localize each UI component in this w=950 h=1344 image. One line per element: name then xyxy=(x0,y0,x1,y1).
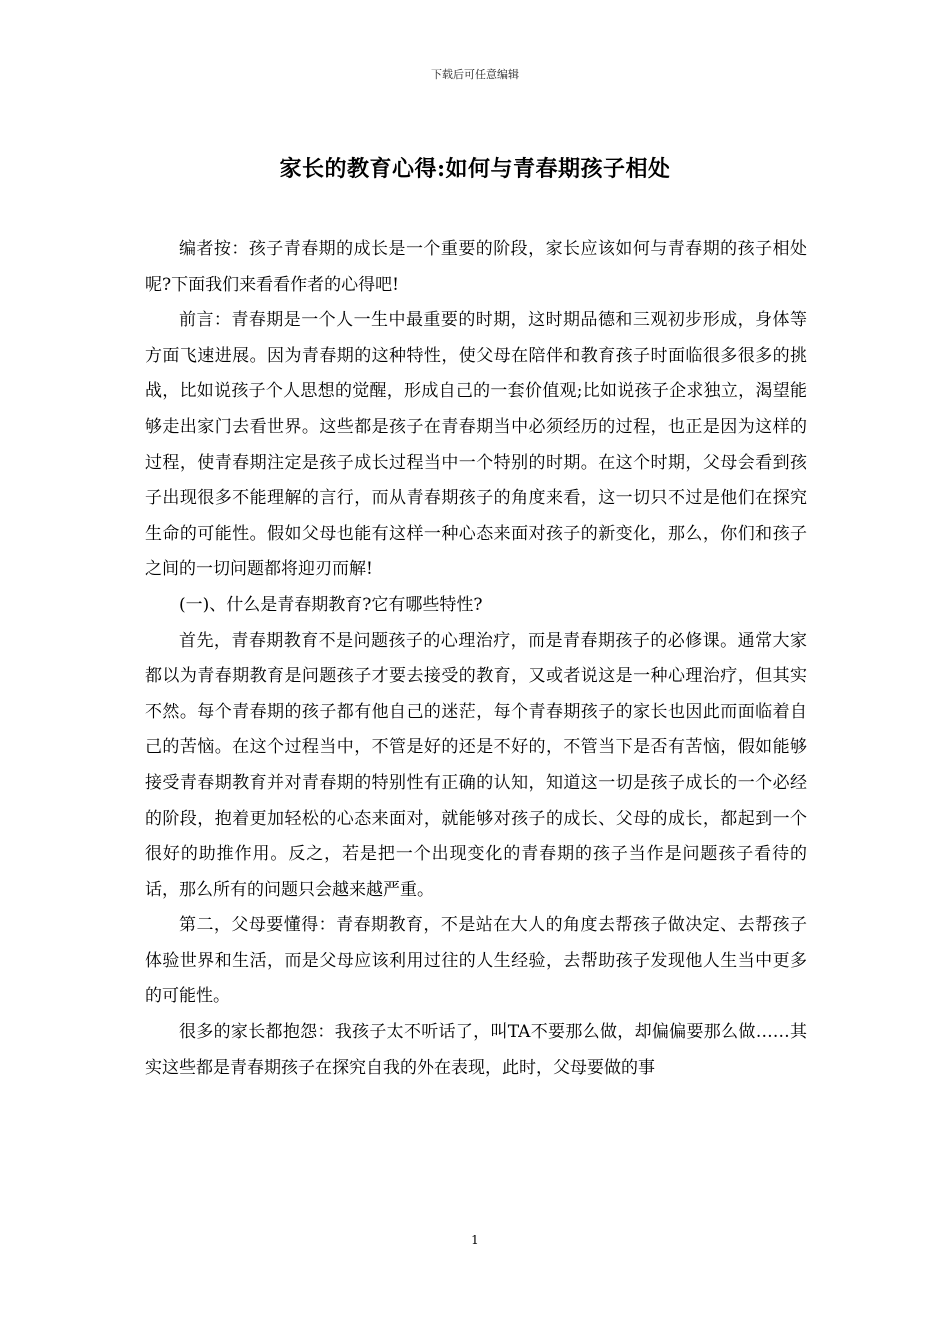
header-note: 下载后可任意编辑 xyxy=(431,68,519,81)
document-body xyxy=(145,232,807,1086)
section-heading-1: (一)、什么是青春期教育?它有哪些特性? xyxy=(179,594,483,615)
page-number: 1 xyxy=(471,1233,479,1247)
paragraph-parent-complaints: 很多的家长都抱怨：我孩子太不听话了，叫TA不要那么做，却偏偏要那么做……其实这些都是青春期孩子在探究自我的外在表现，此时，父母要做的事 xyxy=(145,1022,807,1078)
document-title: 家长的教育心得:如何与青春期孩子相处 xyxy=(279,156,671,182)
paragraph-preface: 前言：青春期是一个人一生中最重要的时期，这时期品德和三观初步形成，身体等方面飞速进展。因为青春期的这种特性，使父母在陪伴和教育孩子时面临很多很多的挑战，比如说孩子个人思想的觉醒，形成自己的一套价值观;比如说孩子企求独立，渴望能够走出家门去看世界。这些都是孩子在青春期当中必须经历的过程，也正是因为这样的过程，使青春期注定是孩子成长过程当中一个特别的时期。在这个时期，父母会看到孩子出现很多不能理解的言行，而从青春期孩子的角度来看，这一切只不过是他们在探究生命的可能性。假如父母也能有这样一种心态来面对孩子的新变化，那么，你们和孩子之间的一切问题都将迎刃而解! xyxy=(145,310,807,580)
paragraph-second-point: 第二，父母要懂得：青春期教育，不是站在大人的角度去帮孩子做决定、去帮孩子体验世界和生活，而是父母应该利用过往的人生经验，去帮助孩子发现他人生当中更多的可能性。 xyxy=(145,915,807,1007)
paragraph-first-point: 首先，青春期教育不是问题孩子的心理治疗，而是青春期孩子的必修课。通常大家都以为青春期教育是问题孩子才要去接受的教育，又或者说这是一种心理治疗，但其实不然。每个青春期的孩子都有他自己的迷茫，每个青春期孩子的家长也因此而面临着自己的苦恼。在这个过程当中，不管是好的还是不好的，不管当下是否有苦恼，假如能够接受青春期教育并对青春期的特别性有正确的认知，知道这一切是孩子成长的一个必经的阶段，抱着更加轻松的心态来面对，就能够对孩子的成长、父母的成长，都起到一个很好的助推作用。反之，若是把一个出现变化的青春期的孩子当作是问题孩子看待的话，那么所有的问题只会越来越严重。 xyxy=(145,630,807,900)
paragraph-editor-note: 编者按：孩子青春期的成长是一个重要的阶段，家长应该如何与青春期的孩子相处呢?下面我们来看看作者的心得吧! xyxy=(145,239,807,295)
